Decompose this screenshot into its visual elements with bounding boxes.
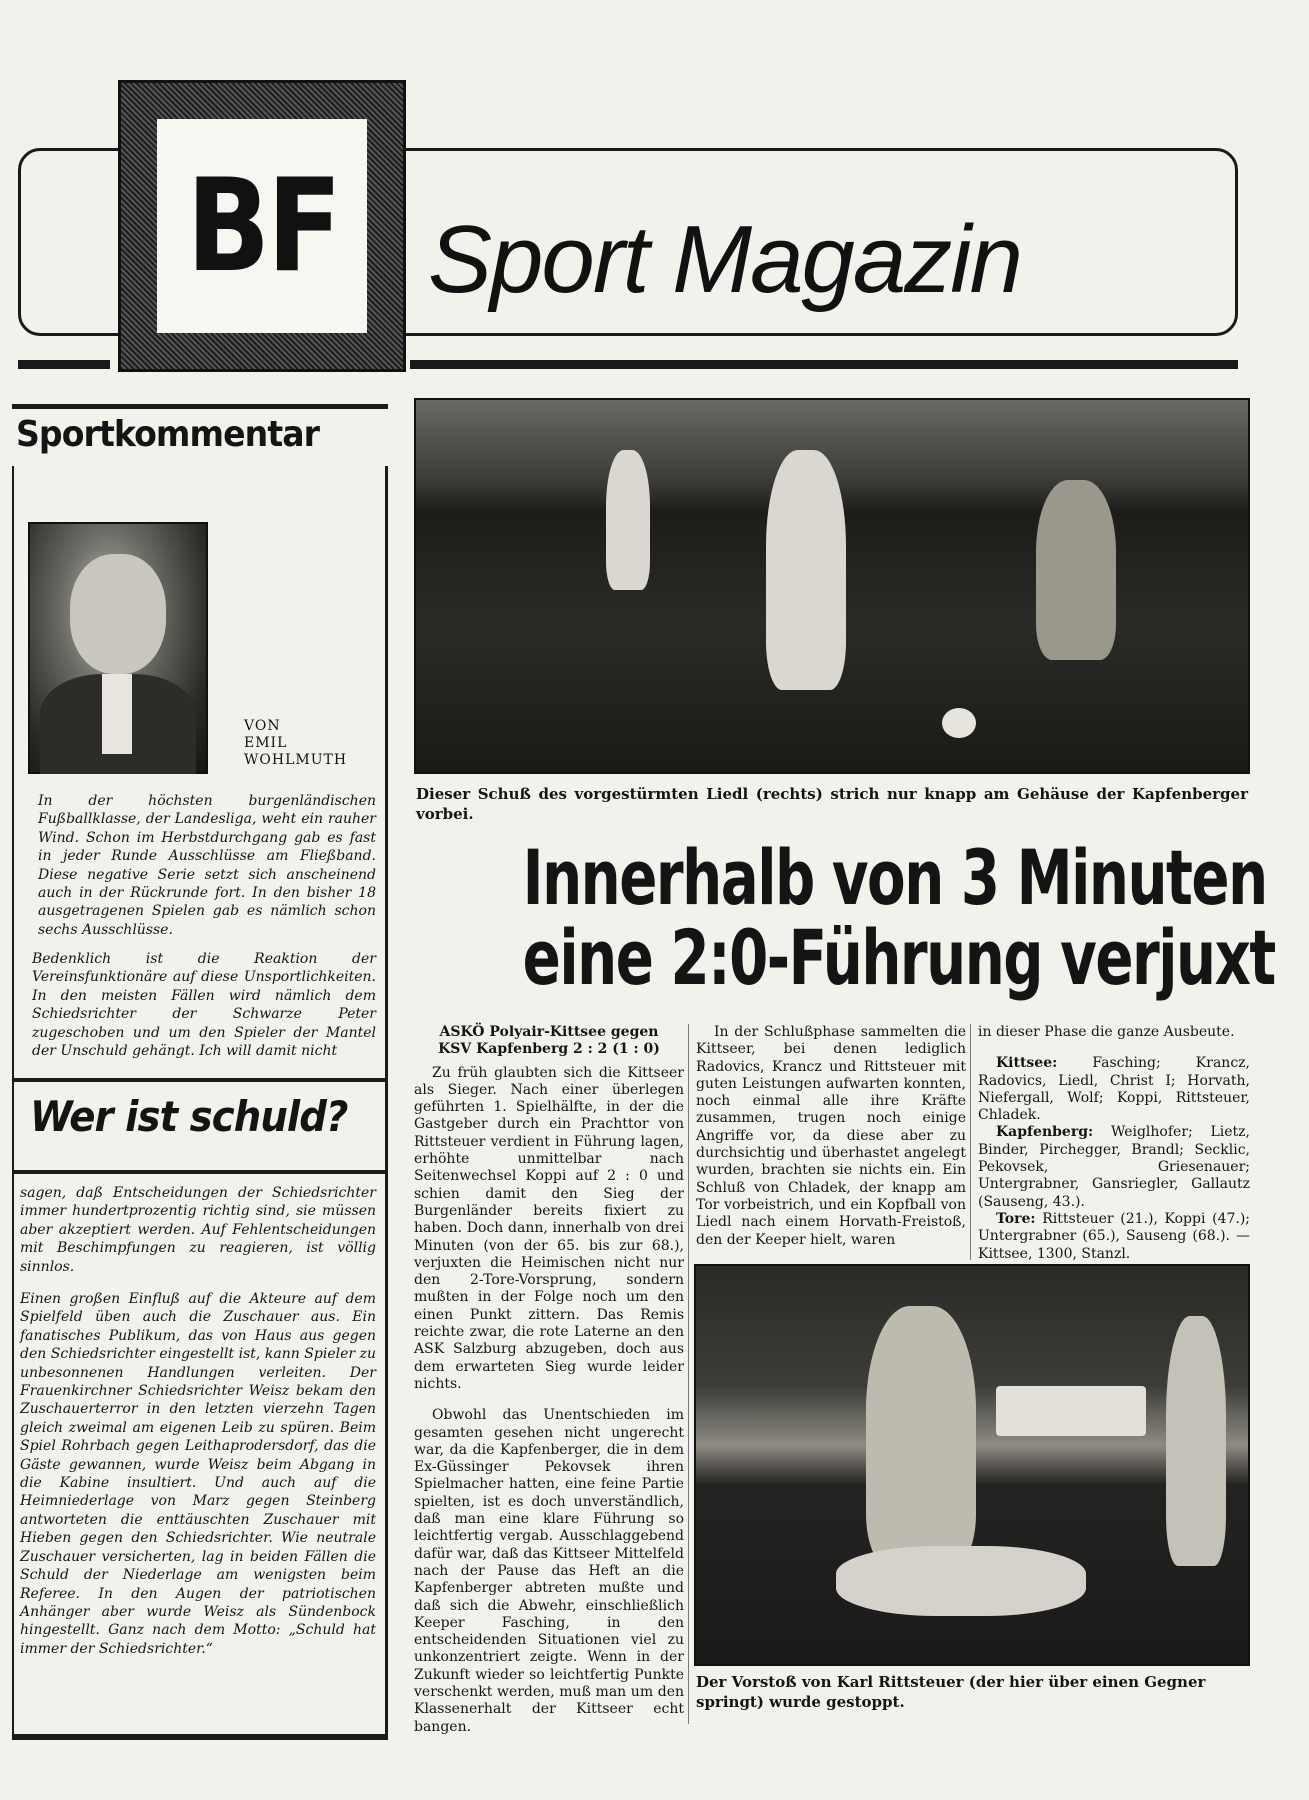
bf-logo (118, 80, 406, 372)
match-result-line: KSV Kapfenberg 2 : 2 (1 : 0) (438, 1041, 660, 1058)
sidebar-divider (12, 1170, 388, 1174)
author-byline (244, 718, 347, 769)
byline-line: WOHLMUTH (244, 752, 348, 768)
goals-label: Tore: (996, 1210, 1036, 1227)
byline-line: EMIL (244, 735, 288, 751)
sidebar-rule (12, 1734, 388, 1740)
lineup-label: Kapfenberg: (996, 1124, 1094, 1141)
lineup-label: Kittsee: (996, 1055, 1058, 1072)
article-column-3 (978, 1024, 1250, 1277)
magazine-title: Sport Magazin (428, 206, 1021, 313)
comment-paragraph: In der höchsten burgenländischen Fußballklasse, der Landesliga, weht ein rauher Wind. Schon im Herbstdurchgang gab es fast in jeder Runde Ausschlüsse am Fließband. Diese negative Serie setzt sich anscheinend auch in der Rückrunde fort. In den bisher 18 ausgetragenen Spielen gab es nämlich schon sechs Ausschlüsse. (38, 793, 376, 938)
article-paragraph: Obwohl das Unentschieden im gesamten gesehen nicht ungerecht war, da die Kapfenberger, die in dem Ex-Güssinger Pekovsek ihren Spielmacher hatten, eine feine Partie spielten, ist es doch unverständlich, daß man eine klare Führung so leichtfertig vergab. Ausschlaggebend dafür war, daß das Kittseer Mittelfeld nach der Pause das Heft an die Kapfenberger abtreten mußte und daß sich die Abwehr, einschließlich Keeper Fasching, in den entscheidenden Situationen viel zu unkonzentriert zeigte. Wenn in der Zukunft wieder so leichtfertig Punkte verschenkt werden, muß man um den Klassenerhalt der Kittseer echt bangen. (414, 1407, 684, 1735)
bf-logo-text: BF (185, 151, 339, 301)
headline-line: eine 2:0-Führung verjuxt (522, 913, 1275, 1002)
comment-paragraph: sagen, daß Entscheidungen der Schiedsrichter immer hundertprozentig richtig sind, sie müssen aber akzeptiert werden. Auf Fehlentscheidungen mit Beschimpfungen zu reagieren, ist völlig sinnlos. (20, 1185, 376, 1275)
match-result-line: ASKÖ Polyair-Kittsee gegen (439, 1024, 659, 1040)
article-column-2 (696, 1024, 966, 1263)
sidebar-divider (12, 1078, 388, 1082)
bf-logo-inner (157, 119, 367, 333)
sidebar-rule (12, 404, 388, 409)
article-paragraph: In der Schlußphase sammelten die Kittseer, bei denen lediglich Radovics, Krancz und Rittsteuer mit guten Leistungen aufwarten konnten, noch einmal alle ihre Kräfte zusammen, trugen noch einige Angriffe vor, da diese aber zu durchsichtig und überhastet angelegt wurden, brachten sie nichts ein. Ein Schluß von Chladek, der knapp am Tor vorbeistrich, und ein Kopfball von Liedl nach einem Horvath-Freistoß, den der Keeper hielt, waren (696, 1024, 966, 1248)
match-photo-shot (414, 398, 1250, 774)
photo-caption: Dieser Schuß des vorgestürmten Liedl (rechts) strich nur knapp am Gehäuse der Kapfenberger vorbei. (416, 785, 1248, 823)
article-headline (522, 833, 1275, 1002)
lineup-text: Fasching; Krancz, Radovics, Liedl, Christ I; Horvath, Niefergall, Wolf; Koppi, Rittsteuer, Chladek. (978, 1055, 1250, 1124)
masthead-rule (18, 360, 110, 369)
sidebar-section-title: Sportkommentar (16, 414, 320, 455)
author-portrait (28, 522, 208, 774)
comment-subheadline: Wer ist schuld? (30, 1092, 348, 1141)
masthead-rule (410, 360, 1238, 369)
column-rule (688, 1024, 689, 1724)
column-rule (970, 1024, 971, 1260)
goals-text: Rittsteuer (21.), Koppi (47.); Untergrabner (65.), Sauseng (68.). — Kittsee, 1300, Stanzl. (978, 1210, 1251, 1262)
comment-paragraph: Bedenklich ist die Reaktion der Vereinsfunktionäre auf diese Unsportlichkeiten. In den meisten Fällen wird nämlich dem Schiedsrichter der Schwarze Peter zugeschoben und um den Spieler der Mantel der Unschuld gehängt. Ich will damit nicht (32, 951, 376, 1060)
lineup-text: Weiglhofer; Lietz, Binder, Pirchegger, Brandl; Secklic, Pekovsek, Griesenauer; Untergrabner, Gansriegler, Gallautz (Sauseng, 43.). (978, 1124, 1251, 1210)
match-photo-rittsteuer (694, 1264, 1250, 1666)
article-column-1 (414, 1024, 684, 1750)
article-paragraph: in dieser Phase die ganze Ausbeute. (978, 1024, 1235, 1040)
byline-line: VON (244, 718, 281, 734)
photo-caption: Der Vorstoß von Karl Rittsteuer (der hier über einen Gegner springt) wurde gestoppt. (696, 1673, 1206, 1711)
comment-paragraph: Einen großen Einfluß auf die Akteure auf dem Spielfeld üben auch die Zuschauer aus. Ein fanatisches Publikum, das von Haus aus gegen den Schiedsrichter eingestellt ist, kann Spieler zu unbesonnenen Handlungen verleiten. Der Frauenkirchner Schiedsrichter Weisz bekam den Zuschauerterror in den letzten vierzehn Tagen gleich zweimal am eigenen Leib zu spüren. Beim Spiel Rohrbach gegen Leithaprodersdorf, das die Gäste gewannen, wurde Weisz beim Abgang in die Kabine insultiert. Und auch auf die Heimniederlage von Marz gegen Steinberg antworteten die enttäuschten Zuschauer mit Hieben gegen den Schiedsrichter. Wie neutrale Zuschauer versicherten, lag in beiden Fällen die Schuld der Niederlage am wenigsten beim Referee. In den Augen der patriotischen Anhänger aber wurde Weisz als Sündenbock hingestellt. Ganz nach dem Motto: „Schuld hat immer der Schiedsrichter.“ (20, 1291, 376, 1657)
article-paragraph: Zu früh glaubten sich die Kittseer als Sieger. Nach einer überlegen geführten 1. Spielhälfte, in der die Gastgeber durch ein Prachttor von Rittsteuer verdient in Führung lagen, erhöhte unmittelbar nach Seitenwechsel Koppi auf 2 : 0 und schien damit den Sieg der Burgenländer bereits fixiert zu haben. Doch dann, innerhalb von drei Minuten (von der 65. bis zur 68.), verjuxten die Heimischen nicht nur den 2-Tore-Vorsprung, sondern mußten in der Folge noch um den einen Punkt zittern. Das Remis reichte zwar, die rote Laterne an den ASK Salzburg abzugeben, doch aus dem erwarteten Sieg wurde leider nichts. (414, 1064, 684, 1392)
headline-line: Innerhalb von 3 Minuten (522, 833, 1267, 922)
